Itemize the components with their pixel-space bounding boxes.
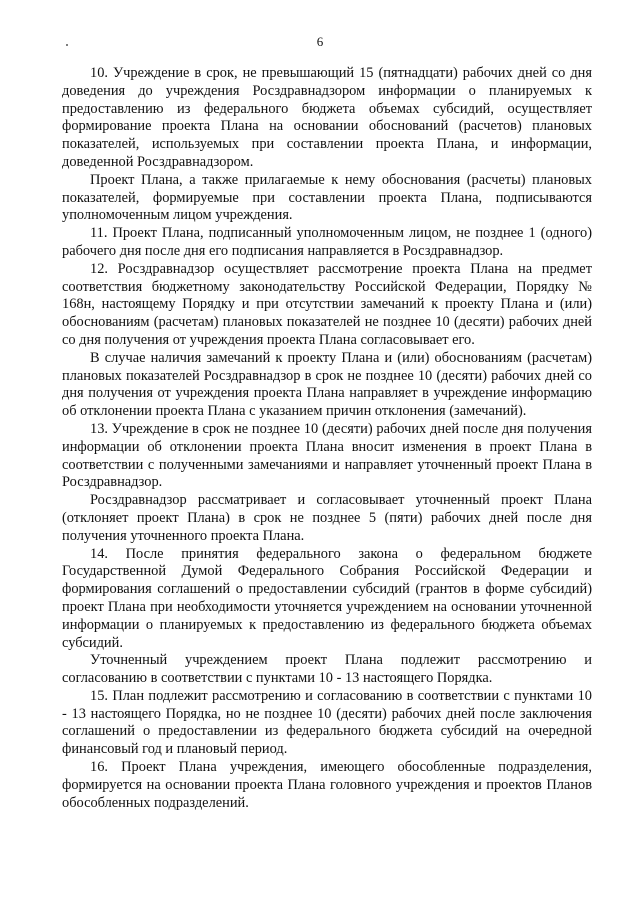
paragraph-10-signing: Проект Плана, а также прилагаемые к нему обоснования (расчеты) плановых показателей, формируемые при составлении проекта Плана, подписываются уполномоченным лицом учреждения. [62, 171, 592, 224]
paragraph-12: 12. Росздравнадзор осуществляет рассмотрение проекта Плана на предмет соответствия бюджетному законодательству Российской Федерации, Порядку № 168н, настоящему Порядку и при отсутствии замечаний к проекту Плана и (или) обоснованиям (расчетам) плановых показателей не позднее 10 (десяти) рабочих дней со дня получения от учреждения проекта Плана согласовывает его. [62, 260, 592, 348]
paragraph-14-approval: Уточненный учреждением проект Плана подлежит рассмотрению и согласованию в соответствии с пунктами 10 - 13 настоящего Порядка. [62, 652, 592, 687]
paragraph-14: 14. После принятия федерального закона о федеральном бюджете Государственной Думой Федерального Собрания Российской Федерации и формирования соглашений о предоставлении субсидий (грантов в форме субсидий) проект Плана при необходимости уточняется учреждением на основании уточненной информации о планируемых к предоставлению из федерального бюджета объемах субсидий. [62, 545, 592, 651]
paragraph-13-review: Росздравнадзор рассматривает и согласовывает уточненный проект Плана (отклоняет проект Плана) в срок не позднее 5 (пяти) рабочих дней после дня получения уточненного проекта Плана. [62, 492, 592, 544]
paragraph-12-remarks: В случае наличия замечаний к проекту Плана и (или) обоснованиям (расчетам) плановых показателей Росздравнадзор в срок не позднее 10 (десяти) рабочих дней со дня получения от учреждения проекта Плана направляет в учреждение информацию об отклонении проекта Плана с указанием причин отклонения (замечаний). [62, 349, 592, 420]
scan-speck [66, 44, 68, 46]
paragraph-10: 10. Учреждение в срок, не превышающий 15 (пятнадцати) рабочих дней со дня доведения до учреждения Росздравнадзором информации о планируемых к предоставлению из федерального бюджета объемах субсидий, осуществляет формирование проекта Плана на основании обоснований (расчетов) плановых показателей, используемых при составлении проекта Плана, и информации, доведенной Росздравнадзором. [62, 65, 592, 170]
paragraph-16: 16. Проект Плана учреждения, имеющего обособленные подразделения, формируется на основании проекта Плана головного учреждения и проектов Планов обособленных подразделений. [62, 759, 592, 811]
paragraph-15: 15. План подлежит рассмотрению и согласованию в соответствии с пунктами 10 - 13 настоящего Порядка, но не позднее 10 (десяти) рабочих дней после заключения соглашений о предоставлении из федерального бюджета субсидий на очередной финансовый год и плановый период. [62, 687, 592, 758]
paragraph-13: 13. Учреждение в срок не позднее 10 (десяти) рабочих дней после дня получения информации об отклонении проекта Плана вносит изменения в проект Плана в соответствии с полученными замечаниями и направляет уточненный проект Плана в Росздравнадзор. [62, 420, 592, 491]
paragraph-11: 11. Проект Плана, подписанный уполномоченным лицом, не позднее 1 (одного) рабочего дня после дня его подписания направляется в Росздравнадзор. [62, 225, 592, 259]
document-body [62, 65, 592, 812]
page-number: 6 [316, 34, 324, 49]
